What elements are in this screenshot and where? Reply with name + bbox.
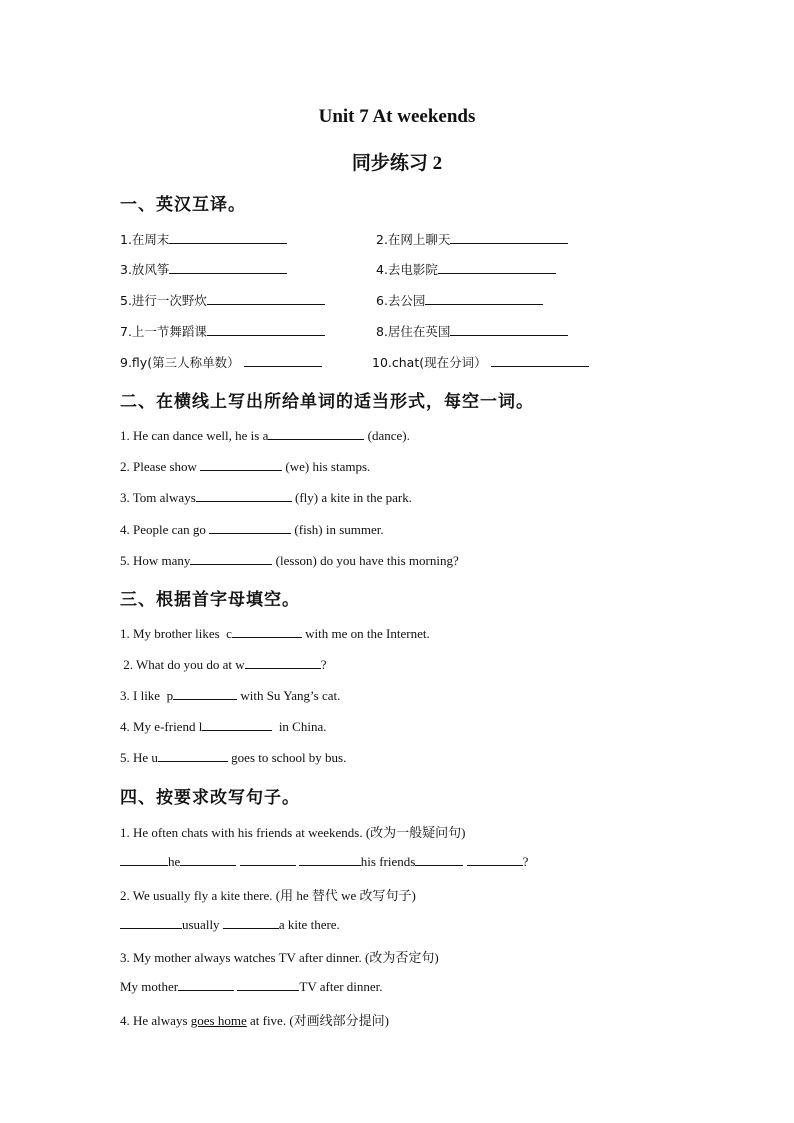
s2-item-5: 5. How many (lesson) do you have this morning? [120, 553, 459, 568]
s4-question-4: 4. He always goes home at five. (对画线部分提问) [120, 1013, 389, 1028]
s1-item-6: 6.去公园 [376, 291, 543, 309]
worksheet-title: Unit 7 At weekends [318, 106, 476, 127]
s1-item-4: 4.去电影院 [376, 260, 556, 278]
section-2-heading: 二、在横线上写出所给单词的适当形式，每空一词。 [120, 392, 534, 412]
s4-question-2: 2. We usually fly a kite there. (用 he 替代 we 改写句子) [120, 888, 416, 903]
s2-item-4: 4. People can go (fish) in summer. [120, 522, 384, 537]
worksheet-subtitle: 同步练习 2 [351, 153, 443, 174]
s1-item-2: 2.在网上聊天 [376, 230, 568, 248]
s3-item-4: 4. My e-friend l in China. [120, 719, 327, 734]
s4-answer-2: usually a kite there. [120, 916, 340, 933]
s4-question-3: 3. My mother always watches TV after dinner. (改为否定句) [120, 950, 439, 965]
s4-question-1: 1. He often chats with his friends at weekends. (改为一般疑问句) [120, 825, 466, 840]
s3-item-3: 3. I like p with Su Yang’s cat. [120, 688, 341, 703]
s1-item-7: 7.上一节舞蹈课 [120, 322, 325, 340]
s2-item-1: 1. He can dance well, he is a (dance). [120, 428, 410, 443]
section-3-heading: 三、根据首字母填空。 [120, 590, 300, 610]
s2-item-3: 3. Tom always (fly) a kite in the park. [120, 490, 412, 505]
s1-item-5: 5.进行一次野炊 [120, 291, 325, 309]
s3-item-1: 1. My brother likes c with me on the Internet. [120, 626, 430, 641]
section-1-heading: 一、英汉互译。 [120, 195, 246, 215]
s1-item-1: 1.在周末 [120, 230, 287, 248]
s1-item-3: 3.放风筝 [120, 260, 287, 278]
s2-item-2: 2. Please show (we) his stamps. [120, 459, 371, 474]
underlined-phrase: goes home [190, 1013, 247, 1028]
s3-item-2: 2. What do you do at w ? [120, 657, 327, 672]
s1-item-9: 9.fly(第三人称单数） [120, 353, 322, 371]
s4-answer-3: My mother TV after dinner. [120, 979, 383, 994]
s1-item-10: 10.chat(现在分词） [372, 353, 589, 371]
s4-answer-1: he his friends ? [120, 853, 528, 870]
section-4-heading: 四、按要求改写句子。 [120, 788, 300, 808]
s1-item-8: 8.居住在英国 [376, 322, 568, 340]
s3-item-5: 5. He u goes to school by bus. [120, 750, 347, 765]
